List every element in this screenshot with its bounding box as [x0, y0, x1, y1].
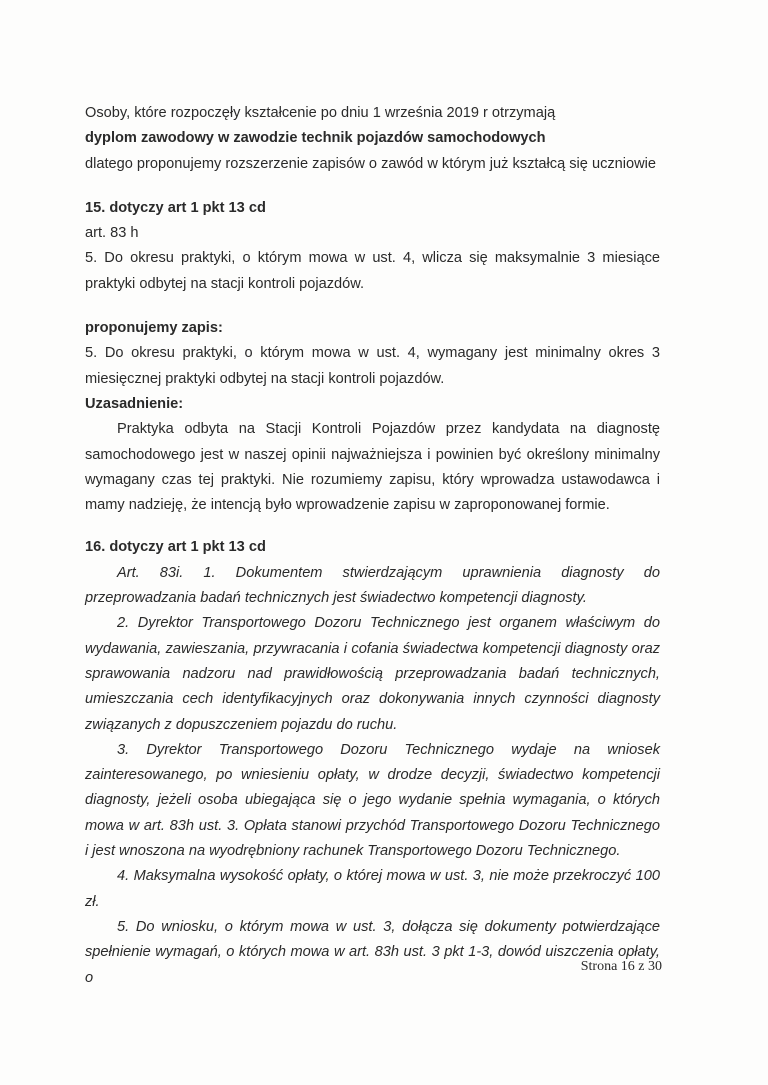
spacer: [85, 177, 660, 196]
spacer: [85, 297, 660, 316]
proposal-text: 5. Do okresu praktyki, o którym mowa w ust. 4, wymagany jest minimalny okres 3 miesięcznej praktyki odbytej na stacji kontroli pojazdów.: [85, 345, 660, 387]
article-83i-block: [85, 561, 660, 991]
justification-text: Praktyka odbyta na Stacji Kontroli Pojazdów przez kandydata na diagnostę samochodowego jest w naszej opinii najważniejsza i powinien być określony minimalny wymagany czas tej praktyki. Nie rozumiemy zapisu, który wprowadza ustawodawca i mamy nadzieję, że intencją było wprowadzenie zapisu w zaproponowanej formie.: [85, 421, 660, 514]
section-16-heading: 16. dotyczy art 1 pkt 13 cd: [85, 539, 266, 556]
article-paragraph-1: Art. 83i. 1. Dokumentem stwierdzającym uprawnienia diagnosty do przeprowadzania badań technicznych jest świadectwo kompetencji diagnosty.: [85, 564, 660, 607]
intro-line-3: dlatego proponujemy rozszerzenie zapisów o zawód w którym już kształcą się uczniowie: [85, 155, 657, 172]
article-paragraph-3: 3. Dyrektor Transportowego Dozoru Technicznego wydaje na wniosek zainteresowanego, po wniesieniu opłaty, w drodze decyzji, świadectwo kompetencji diagnosty, jeżeli osoba ubiegająca się o jego wydanie spełnia wymagania, o których mowa w art. 83h ust. 3. Opłata stanowi przychód Transportowego Dozoru Technicznego i jest wnoszona na wyodrębniony rachunek Transportowego Dozoru Technicznego.: [85, 741, 660, 860]
section-15-art: art. 83 h: [85, 225, 139, 242]
article-paragraph-4: 4. Maksymalna wysokość opłaty, o której mowa w ust. 3, nie może przekroczyć 100 zł.: [85, 868, 660, 910]
intro-line-2-bold: dyplom zawodowy w zawodzie technik pojazdów samochodowych: [85, 130, 546, 147]
justification-heading: Uzasadnienie:: [85, 395, 184, 412]
section-15-heading: 15. dotyczy art 1 pkt 13 cd: [85, 199, 266, 216]
intro-line-1: Osoby, które rozpoczęły kształcenie po dniu 1 września 2019 r otrzymają: [85, 105, 556, 121]
proposal-heading: proponujemy zapis:: [85, 320, 223, 337]
document-body: [85, 101, 660, 991]
article-paragraph-5: 5. Do wniosku, o którym mowa w ust. 3, dołącza się dokumenty potwierdzające spełnienie wymagań, o których mowa w art. 83h ust. 3 pkt 1-3, dowód uiszczenia opłaty, o: [85, 918, 660, 986]
article-paragraph-2: 2. Dyrektor Transportowego Dozoru Technicznego jest organem właściwym do wydawania, zawieszania, przywracania i cofania świadectwa kompetencji diagnosty oraz sprawowania nadzoru nad prawidłowością przeprowadzania badań technicznych, umieszczania cech identyfikacyjnych oraz dokonywania innych czynności diagnosty związanych z dopuszczeniem pojazdu do ruchu.: [85, 615, 660, 733]
page-number: Strona 16 z 30: [580, 959, 662, 974]
spacer: [85, 518, 660, 535]
section-15-text: 5. Do okresu praktyki, o którym mowa w ust. 4, wlicza się maksymalnie 3 miesiące praktyki odbytej na stacji kontroli pojazdów.: [85, 250, 660, 292]
